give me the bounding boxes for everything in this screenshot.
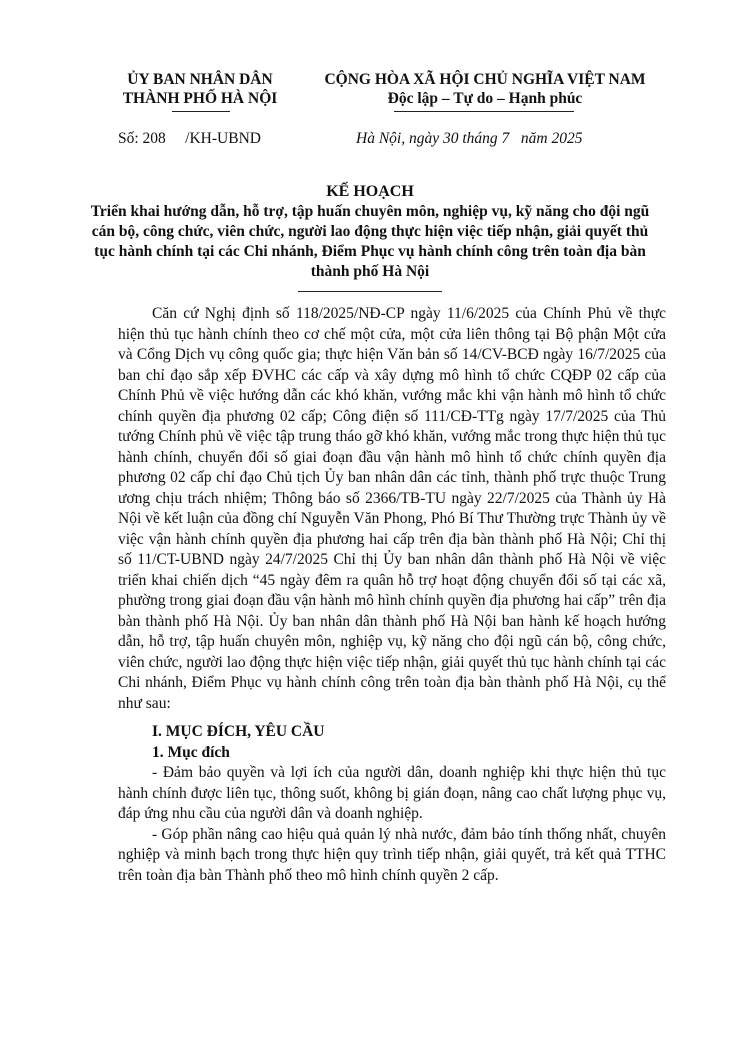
- national-motto: [300, 70, 670, 108]
- subsection-heading: 1. Mục đích: [152, 743, 230, 761]
- document-title: KẾ HOẠCH: [326, 183, 414, 200]
- document-number: Số: 208 /KH-UBND: [118, 130, 261, 147]
- motto: Độc lập – Tự do – Hạnh phúc: [387, 90, 583, 107]
- motto-underline: [394, 111, 574, 112]
- issuing-authority-line1: ỦY BAN NHÂN DÂN: [127, 71, 273, 88]
- issuing-authority-line2: THÀNH PHỐ HÀ NỘI: [122, 90, 278, 107]
- intro-paragraph: Căn cứ Nghị định số 118/2025/NĐ-CP ngày 11/6/2025 của Chính Phủ về thực hiện thủ tục hành chính theo cơ chế một cửa, một cửa liên thông tại Bộ phận Một cửa và Cổng Dịch vụ công quốc gia; thực hiện Văn bản số 14/CV-BCĐ ngày 16/7/2025 của ban chỉ đạo sắp xếp ĐVHC các cấp và xây dựng mô hình tổ chức CQĐP 02 cấp của Chính Phủ về việc hướng dẫn các khó khăn, vướng mắc khi vận hành mô hình tổ chức chính quyền địa phương 02 cấp; Công điện số 111/CĐ-TTg ngày 17/7/2025 của Thủ tướng Chính phủ về việc tập trung tháo gỡ khó khăn, vướng mắc trong thực hiện thủ tục hành chính, chuyển đổi số giai đoạn đầu vận hành mô hình tổ chức chính quyền địa phương 02 cấp chỉ đạo Chủ tịch Ủy ban nhân dân các tỉnh, thành phố trực thuộc Trung ương chịu trách nhiệm; Thông báo số 2366/TB-TU ngày 22/7/2025 của Thành ủy Hà Nội về kết luận của đồng chí Nguyễn Văn Phong, Phó Bí Thư Thường trực Thành ủy về việc vận hành chính quyền địa phương hai cấp trên địa bàn thành phố Hà Nội; Chỉ thị số 11/CT-UBND ngày 24/7/2025 Chỉ thị Ủy ban nhân dân thành phố Hà Nội về việc triển khai chiến dịch “45 ngày đêm ra quân hỗ trợ hoạt động chuyển đổi số tại các xã, phường trong giai đoạn đầu vận hành mô hình chính quyền địa phương hai cấp” trên địa bàn thành phố Hà Nội. Ủy ban nhân dân thành phố Hà Nội ban hành kế hoạch hướng dẫn, hỗ trợ, tập huấn chuyên môn, nghiệp vụ, kỹ năng cho đội ngũ cán bộ, công chức, viên chức, người lao động thực hiện việc tiếp nhận, giải quyết thủ tục hành chính tại các Chi nhánh, Điểm Phục vụ hành chính công trên toàn địa bàn thành phố Hà Nội, cụ thể như sau:: [118, 305, 666, 712]
- title-underline: [298, 291, 442, 292]
- document-subtitle: Triển khai hướng dẫn, hỗ trợ, tập huấn chuyên môn, nghiệp vụ, kỹ năng cho đội ngũ cán bộ, công chức, viên chức, người lao động thực hiện việc tiếp nhận, giải quyết thủ tục hành chính tại các Chi nhánh, Điểm Phục vụ hành chính công trên toàn địa bàn thành phố Hà Nội: [90, 203, 650, 280]
- document-body: [118, 304, 666, 886]
- national-name: CỘNG HÒA XÃ HỘI CHỦ NGHĨA VIỆT NAM: [324, 71, 646, 88]
- authority-underline: [172, 111, 230, 112]
- section-heading: I. MỤC ĐÍCH, YÊU CẦU: [152, 723, 325, 740]
- document-date: Hà Nội, ngày 30 tháng 7 năm 2025: [356, 130, 583, 147]
- issuing-authority: [100, 70, 300, 108]
- purpose-item-2: - Góp phần nâng cao hiệu quả quản lý nhà nước, đảm bảo tính thống nhất, chuyên nghiệp và minh bạch trong thực hiện quy trình tiếp nhận, giải quyết, trả kết quả TTHC trên toàn địa bàn Thành phố theo mô hình chính quyền 2 cấp.: [118, 825, 666, 884]
- purpose-item-1: - Đảm bảo quyền và lợi ích của người dân, doanh nghiệp khi thực hiện thủ tục hành chính được liên tục, thông suốt, không bị gián đoạn, nâng cao chất lượng phục vụ, đáp ứng nhu cầu của người dân và doanh nghiệp.: [118, 764, 666, 822]
